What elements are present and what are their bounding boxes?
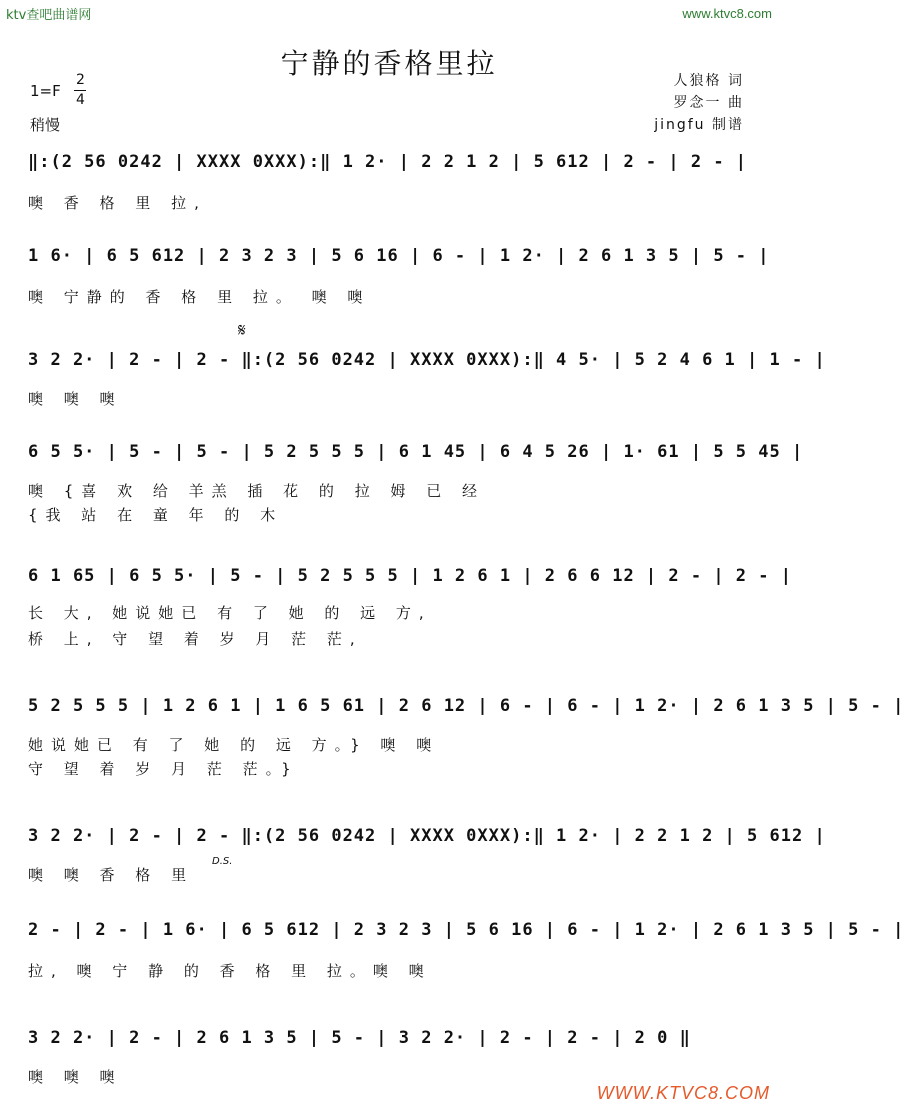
tempo-marking: 稍慢 xyxy=(30,116,61,134)
lyric-line-2: 桥 上, 守 望 着 岁 月 茫 茫, xyxy=(28,630,363,648)
lyric-line: 噢 噢 香 格 里 xyxy=(28,866,195,884)
key-signature: 1=F xyxy=(30,82,61,100)
notation-line: 3 2 2· | 2 - | 2 - ‖:(2 56 0242 | XXXX 0XXX):‖ 1 2· | 2 2 1 2 | 5 612 | xyxy=(28,826,826,846)
time-signature-bottom: 4 xyxy=(76,92,85,108)
lyric-line-2: 守 望 着 岁 月 茫 茫。} xyxy=(28,760,299,778)
score-row-4 xyxy=(0,432,804,524)
score-row-6 xyxy=(0,686,904,778)
watermark-top-right: www.ktvc8.com xyxy=(682,6,772,21)
lyric-line-2: {我 站 在 童 年 的 木 xyxy=(28,506,284,524)
score-row-9 xyxy=(0,1018,778,1086)
segno-sign: 𝄋 xyxy=(238,320,246,341)
lyric-line: 噢 噢 噢 xyxy=(28,1068,123,1086)
notation-line: 1 6· | 6 5 612 | 2 3 2 3 | 5 6 16 | 6 - | 1 2· | 2 6 1 3 5 | 5 - | xyxy=(28,246,770,266)
lyric-line: 噢 宁静的 香 格 里 拉。 噢 噢 xyxy=(28,288,371,306)
score-row-1 xyxy=(0,142,778,212)
lyric-line-1: 噢 {喜 欢 给 羊羔 插 花 的 拉 姆 已 经 xyxy=(28,482,485,500)
watermark-top-left: ktv查吧曲谱网 xyxy=(6,8,92,23)
notation-line: 6 1 65 | 6 5 5· | 5 - | 5 2 5 5 5 | 1 2 6 1 | 2 6 6 12 | 2 - | 2 - | xyxy=(28,566,792,586)
notation-line: 3 2 2· | 2 - | 2 - ‖:(2 56 0242 | XXXX 0XXX):‖ 4 5· | 5 2 4 6 1 | 1 - | xyxy=(28,350,826,370)
lyricist-credit: 人狼格 词 xyxy=(673,73,744,89)
score-row-8 xyxy=(0,910,904,980)
lyric-line: 噢 噢 噢 xyxy=(28,390,123,408)
time-signature-top: 2 xyxy=(76,72,85,88)
score-row-3 xyxy=(0,340,826,408)
lyric-line: 拉, 噢 宁 静 的 香 格 里 拉。噢 噢 xyxy=(28,962,432,980)
notation-line: 3 2 2· | 2 - | 2 6 1 3 5 | 5 - | 3 2 2· | 2 - | 2 - | 2 0 ‖ xyxy=(28,1028,691,1048)
composer-credit: 罗念一 曲 xyxy=(673,95,744,111)
dal-segno-mark: D.S. xyxy=(212,856,233,867)
notation-line: ‖:(2 56 0242 | XXXX 0XXX):‖ 1 2· | 2 2 1 2 | 5 612 | 2 - | 2 - | xyxy=(28,152,748,172)
score-row-2 xyxy=(0,236,778,306)
watermark-bottom: WWW.KTVC8.COM xyxy=(596,1083,770,1103)
notation-line: 6 5 5· | 5 - | 5 - | 5 2 5 5 5 | 6 1 45 | 6 4 5 26 | 1· 61 | 5 5 45 | xyxy=(28,442,804,462)
lyric-line-1: 长 大, 她说她已 有 了 她 的 远 方, xyxy=(28,604,432,622)
lyric-line-1: 她说她已 有 了 她 的 远 方。} 噢 噢 xyxy=(28,736,440,754)
notation-line: 5 2 5 5 5 | 1 2 6 1 | 1 6 5 61 | 2 6 12 | 6 - | 6 - | 1 2· | 2 6 1 3 5 | 5 - | xyxy=(28,696,904,716)
lyric-line: 噢 香 格 里 拉, xyxy=(28,194,207,212)
score-row-5 xyxy=(0,556,792,648)
arranger-credit: jingfu 制谱 xyxy=(654,117,744,133)
notation-line: 2 - | 2 - | 1 6· | 6 5 612 | 2 3 2 3 | 5 6 16 | 6 - | 1 2· | 2 6 1 3 5 | 5 - | xyxy=(28,920,904,940)
score-row-7 xyxy=(0,816,826,884)
song-title: 宁静的香格里拉 xyxy=(280,47,498,80)
time-signature-line xyxy=(74,90,86,91)
